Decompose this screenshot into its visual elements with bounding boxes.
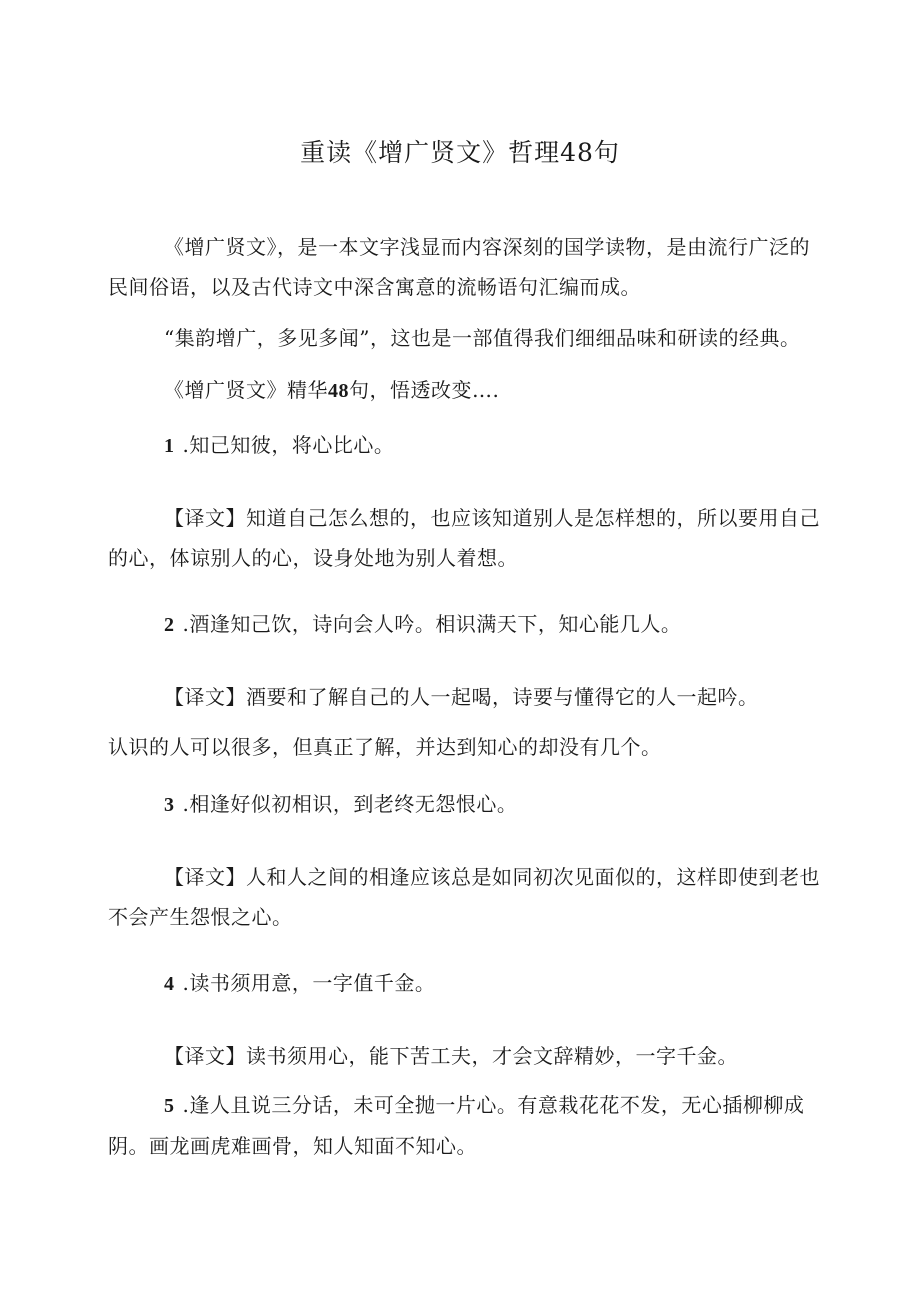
entry-text: .相逢好似初相识，到老终无怨恨心。 (182, 792, 518, 816)
summary-paragraph (108, 370, 820, 411)
translation-2 (108, 677, 820, 717)
entry-5 (108, 1085, 820, 1166)
entry-1 (108, 425, 820, 466)
entry-number: 1 (164, 435, 175, 457)
entry-text: .读书须用意，一字值千金。 (182, 971, 436, 995)
translation-label: 【译文】 (164, 1044, 246, 1068)
translation-3 (108, 857, 820, 937)
entry-4 (108, 963, 820, 1004)
intro-paragraph-2: “集韵增广，多见多闻”，这也是一部值得我们细细品味和研读的经典。 (164, 326, 801, 350)
entry-2 (108, 604, 820, 645)
summary-count: 48 (328, 380, 349, 402)
intro-paragraph-1: 《增广贤文》，是一本文字浅显而内容深刻的国学读物，是由流行广泛的民间俗语，以及古代诗文中深含寓意的流畅语句汇编而成。 (108, 235, 810, 299)
translation-text: 知道自己怎么想的，也应该知道别人是怎样想的，所以要用自己的心，体谅别人的心，设身处地为别人着想。 (108, 506, 820, 570)
entry-number: 3 (164, 794, 175, 816)
translation-1 (108, 498, 820, 578)
page-title: 重读《增广贤文》哲理48句 (300, 138, 620, 167)
entry-text: .酒逢知己饮，诗向会人吟。相识满天下，知心能几人。 (182, 612, 682, 636)
translation-label: 【译文】 (164, 685, 246, 709)
entry-3 (108, 784, 820, 825)
translation-label: 【译文】 (164, 506, 246, 530)
translation-2-continued: 认识的人可以很多，但真正了解，并达到知心的却没有几个。 (108, 735, 662, 759)
entry-number: 5 (164, 1095, 175, 1117)
translation-text: 读书须用心，能下苦工夫，才会文辞精妙，一字千金。 (246, 1044, 738, 1068)
translation-4 (108, 1036, 820, 1076)
entry-text: .知己知彼，将心比心。 (182, 433, 395, 457)
translation-label: 【译文】 (164, 865, 246, 889)
translation-text: 人和人之间的相逢应该总是如同初次见面似的，这样即使到老也不会产生怨恨之心。 (108, 865, 820, 929)
entry-number: 4 (164, 973, 175, 995)
translation-text: 酒要和了解自己的人一起喝，诗要与懂得它的人一起吟。 (246, 685, 759, 709)
summary-prefix: 《增广贤文》精华 (164, 378, 328, 402)
summary-suffix: 句，悟透改变…. (349, 378, 500, 402)
entry-text: .逢人且说三分话，未可全抛一片心。有意栽花花不发，无心插柳柳成阴。画龙画虎难画骨，知人知面不知心。 (108, 1093, 805, 1158)
entry-number: 2 (164, 614, 175, 636)
